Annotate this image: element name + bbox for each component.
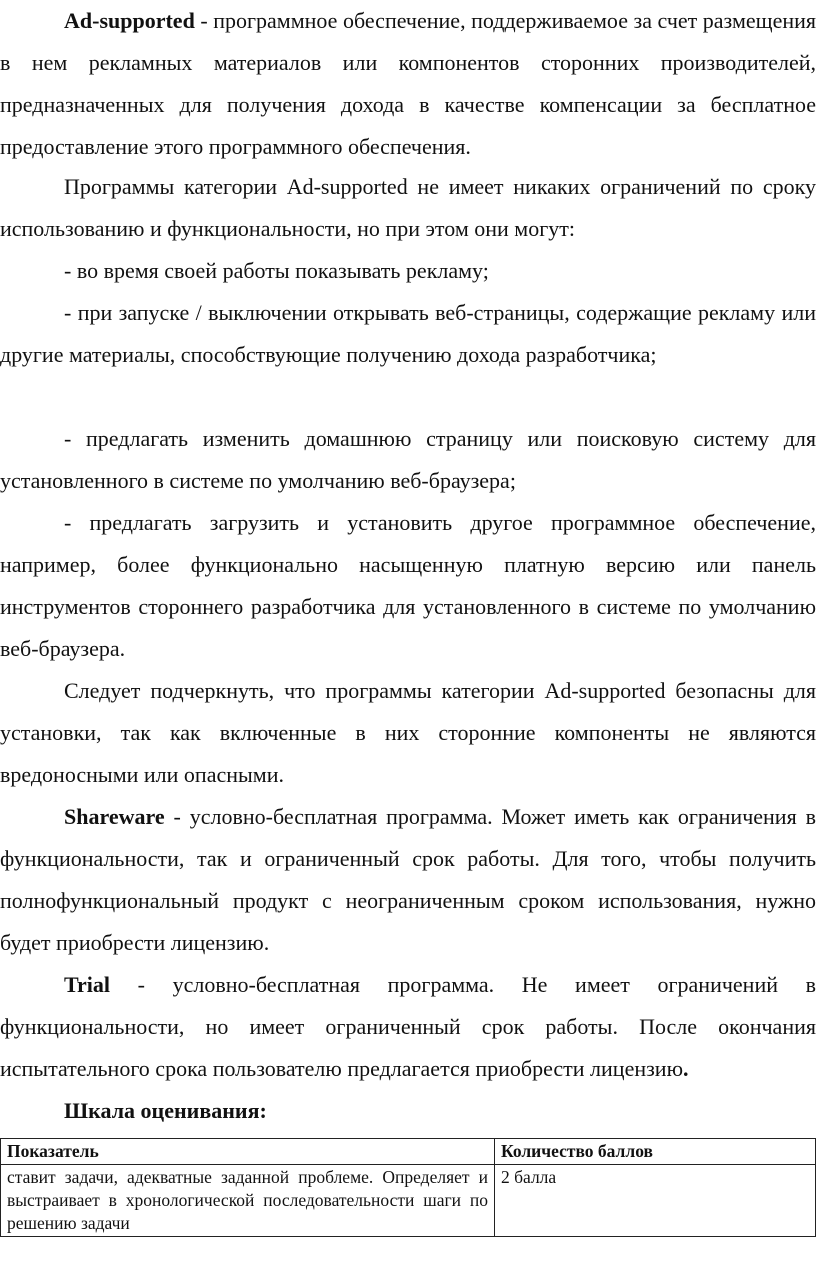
indicator-cell: ставит задачи, адекватные заданной проблеме. Определяет и выстраивает в хронологической последовательности шаги по решению задачи [1, 1165, 495, 1237]
table-row [1, 1165, 816, 1237]
list-item-install-software: - предлагать загрузить и установить другое программное обеспечение, например, более функционально насыщенную платную версию или панель инструментов стороннего разработчика для установленного в системе по умолчанию веб-браузера. [0, 510, 816, 661]
list-item-change-homepage: - предлагать изменить домашнюю страницу или поисковую систему для установленного в системе по умолчанию веб-браузера; [0, 426, 816, 493]
points-cell: 2 балла [495, 1165, 816, 1237]
paragraph-ad-supported [0, 0, 816, 168]
grading-table [0, 1138, 816, 1237]
term-trial: Trial [64, 972, 111, 997]
paragraph-ad-supported-safety: Следует подчеркнуть, что программы категории Ad-supported безопасны для установки, так как включенные в них сторонние компоненты не являются вредоносными или опасными. [0, 678, 816, 787]
paragraph-ad-supported-limits: Программы категории Ad-supported не имеет никаких ограничений по сроку использованию и функциональности, но при этом они могут: [0, 174, 816, 241]
term-shareware: Shareware [64, 804, 165, 829]
column-header-points: Количество баллов [495, 1139, 816, 1165]
paragraph-text: - условно-бесплатная программа. Не имеет ограничений в функциональности, но имеет ограниченный срок работы. После окончания испытательного срока пользователю предлагается приобрести лицензию [0, 972, 816, 1081]
grading-heading: Шкала оценивания: [64, 1098, 267, 1123]
term-ad-supported: Ad-supported [64, 8, 195, 33]
paragraph-trial [0, 964, 816, 1090]
list-item-show-ads: - во время своей работы показывать рекламу; [64, 258, 489, 283]
column-header-indicator: Показатель [1, 1139, 495, 1165]
paragraph-text: - условно-бесплатная программа. Может иметь как ограничения в функциональности, так и ограниченный срок работы. Для того, чтобы получить полнофункциональный продукт с неограниченным сроком использования, нужно будет приобрести лицензию. [0, 804, 816, 955]
paragraph-text: - программное обеспечение, поддерживаемое за счет размещения в нем рекламных материалов или компонентов сторонних производителей, предназначенных для получения дохода в качестве компенсации за бесплатное предоставление этого программного обеспечения. [0, 8, 816, 159]
paragraph-shareware [0, 796, 816, 964]
table-header-row [1, 1139, 816, 1165]
list-item-open-webpages: - при запуске / выключении открывать веб-страницы, содержащие рекламу или другие материалы, способствующие получению дохода разработчика; [0, 300, 816, 367]
paragraph-end-mark: . [683, 1056, 689, 1081]
